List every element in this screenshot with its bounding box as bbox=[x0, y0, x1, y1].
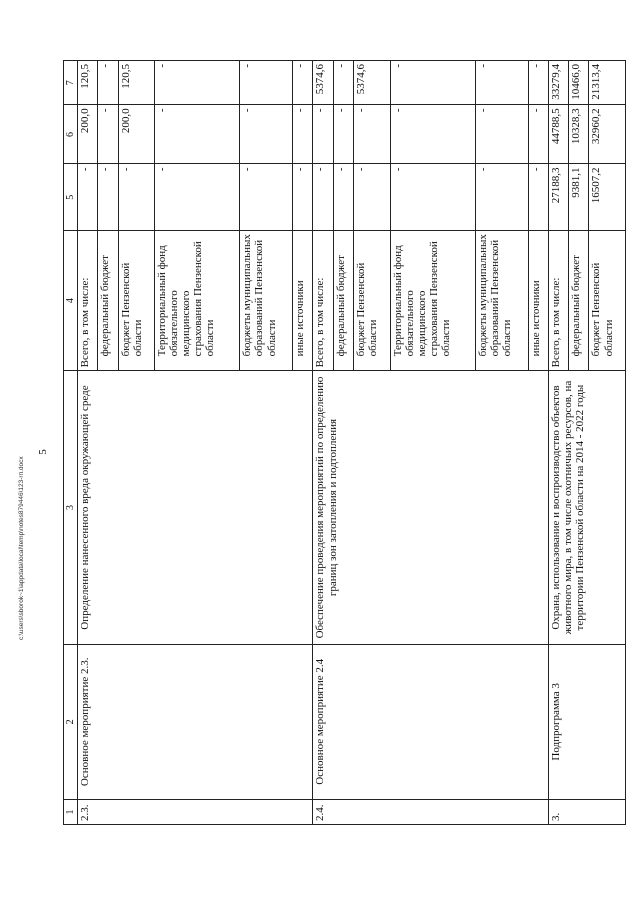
file-path: c:\users\sborok~1\appdata\local\temp\notes879446\123-rп.docx bbox=[18, 456, 25, 640]
amount-cell: - bbox=[240, 61, 293, 105]
amount-cell: - bbox=[528, 61, 548, 105]
amount-cell: - bbox=[354, 164, 391, 230]
activity-name: Основное мероприятие 2.4 bbox=[313, 644, 548, 799]
funding-source-label: бюджет Пензенской области bbox=[118, 230, 155, 370]
table-row bbox=[548, 61, 568, 825]
col-header: 6 bbox=[64, 105, 78, 164]
amount-cell: - bbox=[313, 105, 333, 164]
amount-cell: 44788,5 bbox=[548, 105, 568, 164]
row-number: 2.4. bbox=[313, 799, 548, 824]
amount-cell: - bbox=[333, 164, 353, 230]
funding-source-label: бюджеты муниципальных образований Пензенской области bbox=[475, 230, 528, 370]
funding-source-label: федеральный бюджет bbox=[333, 230, 353, 370]
amount-cell: - bbox=[313, 164, 333, 230]
amount-cell: 120,5 bbox=[118, 61, 155, 105]
amount-cell: - bbox=[98, 164, 118, 230]
col-header: 4 bbox=[64, 230, 78, 370]
amount-cell: 33279,4 bbox=[548, 61, 568, 105]
funding-source-label: бюджет Пензенской области bbox=[354, 230, 391, 370]
row-number: 2.3. bbox=[78, 799, 313, 824]
amount-cell: 5374,6 bbox=[313, 61, 333, 105]
amount-cell: - bbox=[354, 105, 391, 164]
row-number: 3. bbox=[548, 799, 625, 824]
amount-cell: 27188,3 bbox=[548, 164, 568, 230]
amount-cell: - bbox=[240, 105, 293, 164]
rotated-table-container bbox=[63, 60, 626, 825]
amount-cell: - bbox=[528, 164, 548, 230]
funding-source-label: Территориальный фонд обязательного медицинского страхования Пензенской области bbox=[155, 230, 240, 370]
amount-cell: - bbox=[118, 164, 155, 230]
funding-source-label: бюджеты муниципальных образований Пензенской области bbox=[240, 230, 293, 370]
funding-source-label: Всего, в том числе: bbox=[548, 230, 568, 370]
amount-cell: 120,5 bbox=[78, 61, 98, 105]
activity-name: Основное мероприятие 2.3. bbox=[78, 644, 313, 799]
activity-description: Охрана, использование и воспроизводство объектов животного мира, в том числе охотничьих ресурсов, на территории Пензенской области на 2014 - 2022 годы bbox=[548, 371, 625, 644]
table-row bbox=[313, 61, 333, 825]
amount-cell: 10328,3 bbox=[569, 105, 589, 164]
amount-cell: - bbox=[293, 105, 313, 164]
activity-description: Обеспечение проведения мероприятий по определению границ зон затопления и подтопления bbox=[313, 371, 548, 644]
amount-cell: 16507,2 bbox=[589, 164, 626, 230]
activity-description: Определение нанесенного вреда окружающей среде bbox=[78, 371, 313, 644]
amount-cell: 21313,4 bbox=[589, 61, 626, 105]
amount-cell: - bbox=[293, 61, 313, 105]
page-number: 5 bbox=[36, 449, 49, 455]
amount-cell: - bbox=[390, 105, 475, 164]
amount-cell: - bbox=[475, 61, 528, 105]
amount-cell: - bbox=[390, 164, 475, 230]
amount-cell: - bbox=[98, 105, 118, 164]
funding-source-label: иные источники bbox=[528, 230, 548, 370]
funding-source-label: Территориальный фонд обязательного медицинского страхования Пензенской области bbox=[390, 230, 475, 370]
amount-cell: - bbox=[333, 105, 353, 164]
amount-cell: - bbox=[98, 61, 118, 105]
col-header: 3 bbox=[64, 371, 78, 644]
amount-cell: 5374,6 bbox=[354, 61, 391, 105]
amount-cell: - bbox=[475, 164, 528, 230]
budget-table bbox=[63, 60, 626, 825]
amount-cell: - bbox=[155, 61, 240, 105]
col-header: 7 bbox=[64, 61, 78, 105]
funding-source-label: Всего, в том числе: bbox=[78, 230, 98, 370]
funding-source-label: федеральный бюджет bbox=[98, 230, 118, 370]
amount-cell: 9381,1 bbox=[569, 164, 589, 230]
activity-name: Подпрограмма 3 bbox=[548, 644, 625, 799]
header-row bbox=[64, 61, 78, 825]
amount-cell: - bbox=[78, 164, 98, 230]
amount-cell: - bbox=[240, 164, 293, 230]
table-row bbox=[78, 61, 98, 825]
amount-cell: 200,0 bbox=[118, 105, 155, 164]
col-header: 5 bbox=[64, 164, 78, 230]
amount-cell: - bbox=[333, 61, 353, 105]
amount-cell: - bbox=[293, 164, 313, 230]
amount-cell: 32960,2 bbox=[589, 105, 626, 164]
funding-source-label: бюджет Пензенской области bbox=[589, 230, 626, 370]
col-header: 2 bbox=[64, 644, 78, 799]
col-header: 1 bbox=[64, 799, 78, 824]
amount-cell: - bbox=[475, 105, 528, 164]
funding-source-label: Всего, в том числе: bbox=[313, 230, 333, 370]
amount-cell: - bbox=[528, 105, 548, 164]
funding-source-label: федеральный бюджет bbox=[569, 230, 589, 370]
table-body bbox=[64, 61, 626, 825]
funding-source-label: иные источники bbox=[293, 230, 313, 370]
amount-cell: - bbox=[155, 105, 240, 164]
amount-cell: 200,0 bbox=[78, 105, 98, 164]
amount-cell: 10466,0 bbox=[569, 61, 589, 105]
amount-cell: - bbox=[155, 164, 240, 230]
amount-cell: - bbox=[390, 61, 475, 105]
